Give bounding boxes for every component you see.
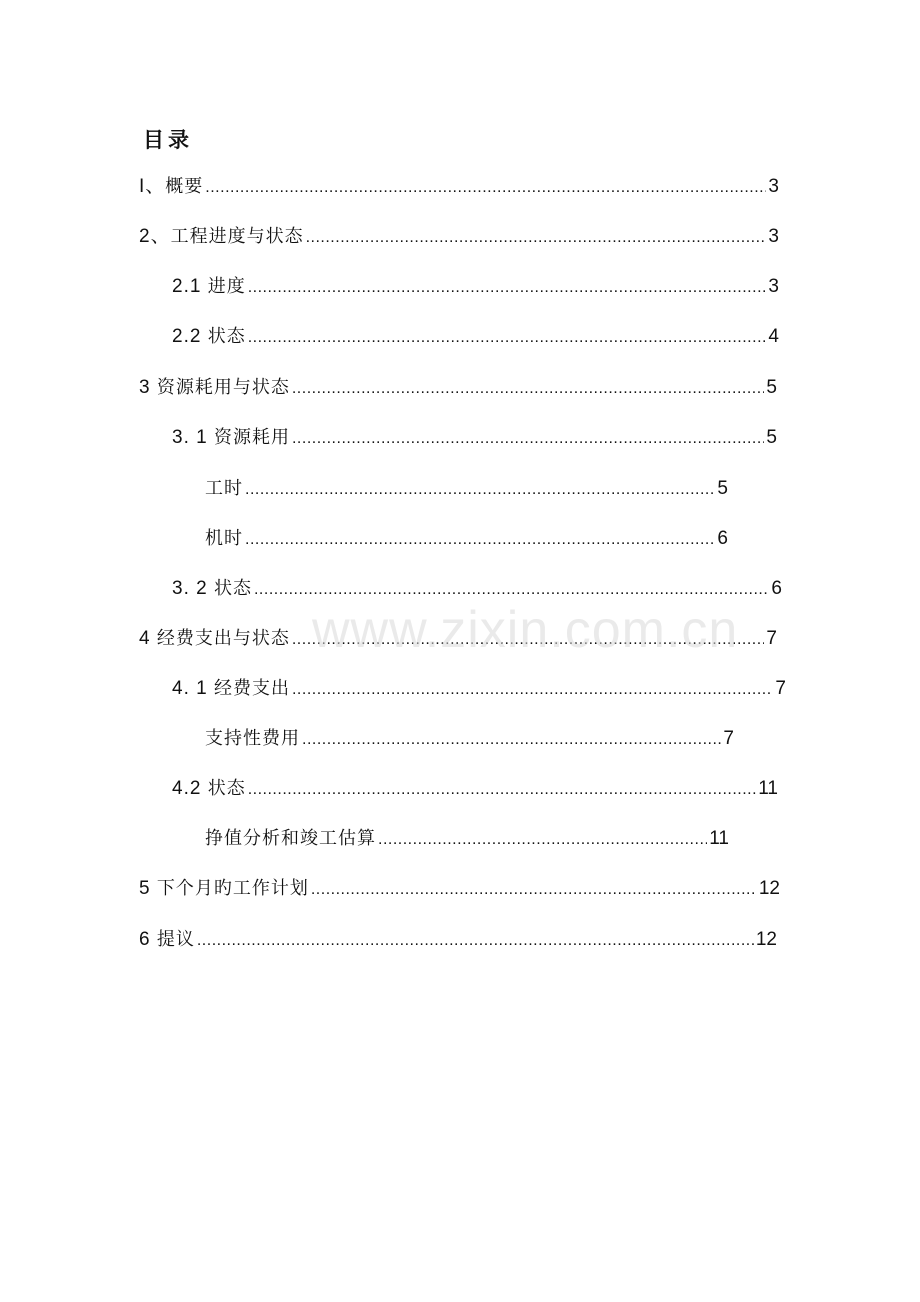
toc-entry-label: 5 下个月旳工作计划 xyxy=(139,878,309,899)
toc-leader-dots xyxy=(197,928,754,954)
toc-leader-dots xyxy=(245,477,715,503)
toc-entry[interactable] xyxy=(205,726,734,752)
watermark: www.zixin.com.cn xyxy=(312,601,739,659)
toc-page-number: 11 xyxy=(758,778,778,799)
toc-page-number: 7 xyxy=(766,628,777,649)
toc-title: 目录 xyxy=(143,127,193,152)
toc-entry-label: 6 提议 xyxy=(139,929,195,950)
toc-leader-dots xyxy=(292,376,765,402)
toc-leader-dots xyxy=(205,175,766,201)
toc-entry[interactable] xyxy=(172,324,779,350)
toc-entry[interactable] xyxy=(139,927,777,953)
toc-page-number: 6 xyxy=(717,528,728,549)
toc-page-number: 12 xyxy=(758,878,780,899)
toc-entry-label: 支持性费用 xyxy=(205,728,300,749)
toc-page-number: 7 xyxy=(723,728,734,749)
toc-page-number: 5 xyxy=(766,427,777,448)
toc-leader-dots xyxy=(292,627,765,653)
toc-page-number: 5 xyxy=(766,377,777,398)
toc-entry[interactable] xyxy=(205,826,729,852)
toc-leader-dots xyxy=(254,577,769,603)
toc-entry-label: 4 经费支出与状态 xyxy=(139,628,290,649)
toc-entry-label: 2.2 状态 xyxy=(172,326,246,347)
toc-page-number: 3 xyxy=(768,176,779,197)
toc-leader-dots xyxy=(292,677,773,703)
toc-page-number: 3 xyxy=(768,226,779,247)
toc-entry-label: 2.1 进度 xyxy=(172,276,246,297)
toc-leader-dots xyxy=(248,275,767,301)
toc-entry-label: 4. 1 经费支出 xyxy=(172,678,290,699)
toc-entry-label: 3. 2 状态 xyxy=(172,578,252,599)
toc-page-number: 3 xyxy=(768,276,779,297)
toc-entry[interactable] xyxy=(172,274,779,300)
toc-entry-label: 4.2 状态 xyxy=(172,778,246,799)
toc-entry-label: 工时 xyxy=(205,478,243,499)
toc-entry[interactable] xyxy=(172,576,782,602)
toc-entry[interactable] xyxy=(139,224,779,250)
toc-entry[interactable] xyxy=(139,876,780,902)
toc-entry[interactable] xyxy=(172,676,786,702)
toc-entry[interactable] xyxy=(172,776,778,802)
toc-page-number: 12 xyxy=(755,929,777,950)
toc-entry[interactable] xyxy=(139,375,777,401)
toc-leader-dots xyxy=(302,727,721,753)
toc-leader-dots xyxy=(378,827,707,853)
toc-entry-label: 3. 1 资源耗用 xyxy=(172,427,290,448)
toc-entry[interactable] xyxy=(205,526,728,552)
toc-entry[interactable] xyxy=(139,174,779,200)
toc-page-number: 5 xyxy=(717,478,728,499)
toc-entry-label: I、概要 xyxy=(139,176,204,197)
toc-entry-label: 机时 xyxy=(205,528,243,549)
toc-leader-dots xyxy=(306,225,767,251)
toc-page-number: 6 xyxy=(771,578,782,599)
toc-page-number: 7 xyxy=(775,678,786,699)
toc-entry[interactable] xyxy=(139,626,777,652)
toc-page-number: 4 xyxy=(768,326,779,347)
toc-entry-label: 3 资源耗用与状态 xyxy=(139,377,290,398)
toc-entry[interactable] xyxy=(205,476,728,502)
toc-leader-dots xyxy=(248,325,767,351)
toc-page-number: 11 xyxy=(709,828,729,849)
toc-leader-dots xyxy=(245,527,715,553)
toc-leader-dots xyxy=(292,426,764,452)
toc-leader-dots xyxy=(311,877,757,903)
toc-entry-label: 挣值分析和竣工估算 xyxy=(205,828,376,849)
toc-entry[interactable] xyxy=(172,425,777,451)
toc-leader-dots xyxy=(248,777,757,803)
toc-entry-label: 2、工程进度与状态 xyxy=(139,226,304,247)
